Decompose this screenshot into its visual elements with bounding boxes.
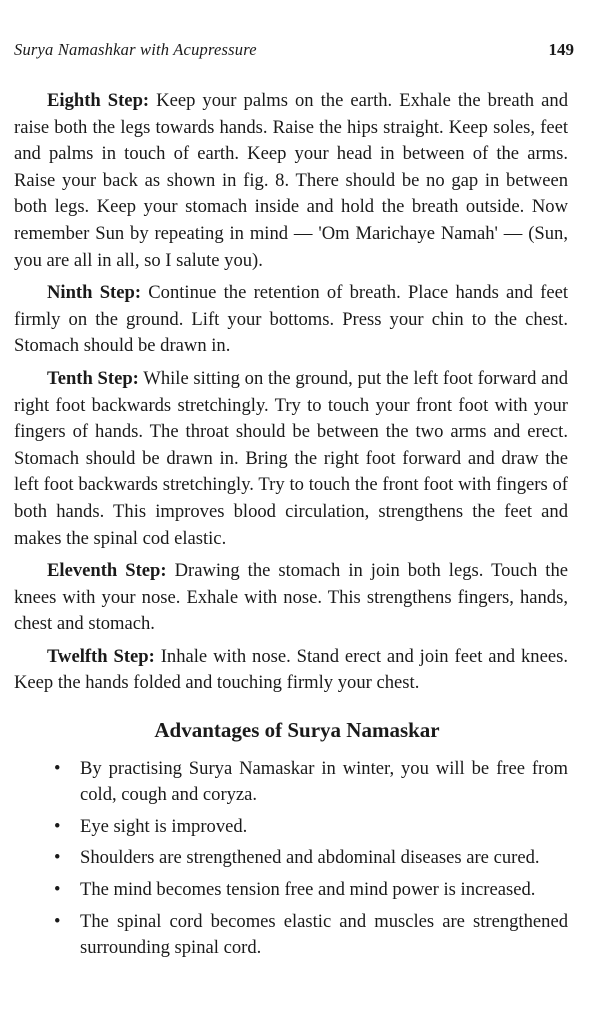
- bullet-icon: •: [54, 910, 61, 932]
- step-paragraph-tenth: [14, 366, 568, 552]
- step-title: Eighth Step:: [47, 90, 150, 111]
- list-item: [54, 877, 568, 904]
- list-item: [54, 756, 568, 809]
- step-paragraph-twelfth: [14, 644, 568, 697]
- list-item-text: The spinal cord becomes elastic and muscles are strengthened surrounding spinal cord.: [80, 910, 568, 959]
- step-text: Continue the retention of breath. Place hands and feet firmly on the ground. Lift your bottoms. Press your chin to the chest. Stomach should be drawn in.: [14, 282, 568, 357]
- list-item-text: The mind becomes tension free and mind power is increased.: [80, 879, 536, 901]
- running-header: [14, 40, 574, 64]
- bullet-icon: •: [54, 847, 61, 869]
- step-paragraph-eighth: [14, 88, 568, 274]
- bullet-icon: •: [54, 815, 61, 837]
- step-title: Tenth Step:: [47, 367, 139, 389]
- step-text: Inhale with nose. Stand erect and join feet and knees. Keep the hands folded and touching firmly your chest.: [14, 645, 568, 694]
- running-title: Surya Namashkar with Acupressure: [14, 40, 257, 59]
- page-body: [14, 88, 568, 967]
- page-number: 149: [548, 40, 574, 59]
- step-paragraph-eleventh: [14, 558, 568, 638]
- step-text: Drawing the stomach in join both legs. Touch the knees with your nose. Exhale with nose. This strengthens fingers, hands, chest and stomach.: [14, 560, 569, 635]
- section-heading: Advantages of Surya Namaskar: [154, 718, 440, 743]
- list-item: [54, 814, 568, 841]
- step-title: Eleventh Step:: [47, 560, 167, 582]
- list-item-text: By practising Surya Namaskar in winter, you will be free from cold, cough and coryza.: [80, 757, 568, 806]
- list-item: [54, 909, 568, 962]
- advantages-list: [14, 756, 568, 962]
- step-text: Keep your palms on the earth. Exhale the breath and raise both the legs towards hands. Raise the hips straight. Keep soles, feet and palms in touch of earth. Keep your head in between of the arms. Raise your back as shown in fig. 8. There should be no gap in between both legs. Keep your stomach inside and hold the breath outside. Now remember Sun by repeating in mind — 'Om Marichaye Namah' — (Sun, you are all in all, so I salute you).: [14, 90, 568, 271]
- step-paragraph-ninth: [14, 280, 568, 360]
- list-item-text: Shoulders are strengthened and abdominal diseases are cured.: [80, 847, 540, 869]
- list-item-text: Eye sight is improved.: [80, 815, 248, 837]
- list-item: [54, 845, 568, 872]
- step-title: Ninth Step:: [47, 282, 142, 304]
- bullet-icon: •: [54, 757, 61, 779]
- step-text: While sitting on the ground, put the left foot forward and right foot backwards stretchingly. Try to touch your front foot with your fingers of hands. The throat should be between the two arms and erect. Stomach should be drawn in. Bring the right foot forward and draw the left foot backwards stretchingly. Try to touch the front foot with fingers of both hands. This improves blood circulation, strengthens the feet and makes the spinal cod elastic.: [14, 367, 568, 549]
- bullet-icon: •: [54, 879, 61, 901]
- step-title: Twelfth Step:: [47, 645, 155, 667]
